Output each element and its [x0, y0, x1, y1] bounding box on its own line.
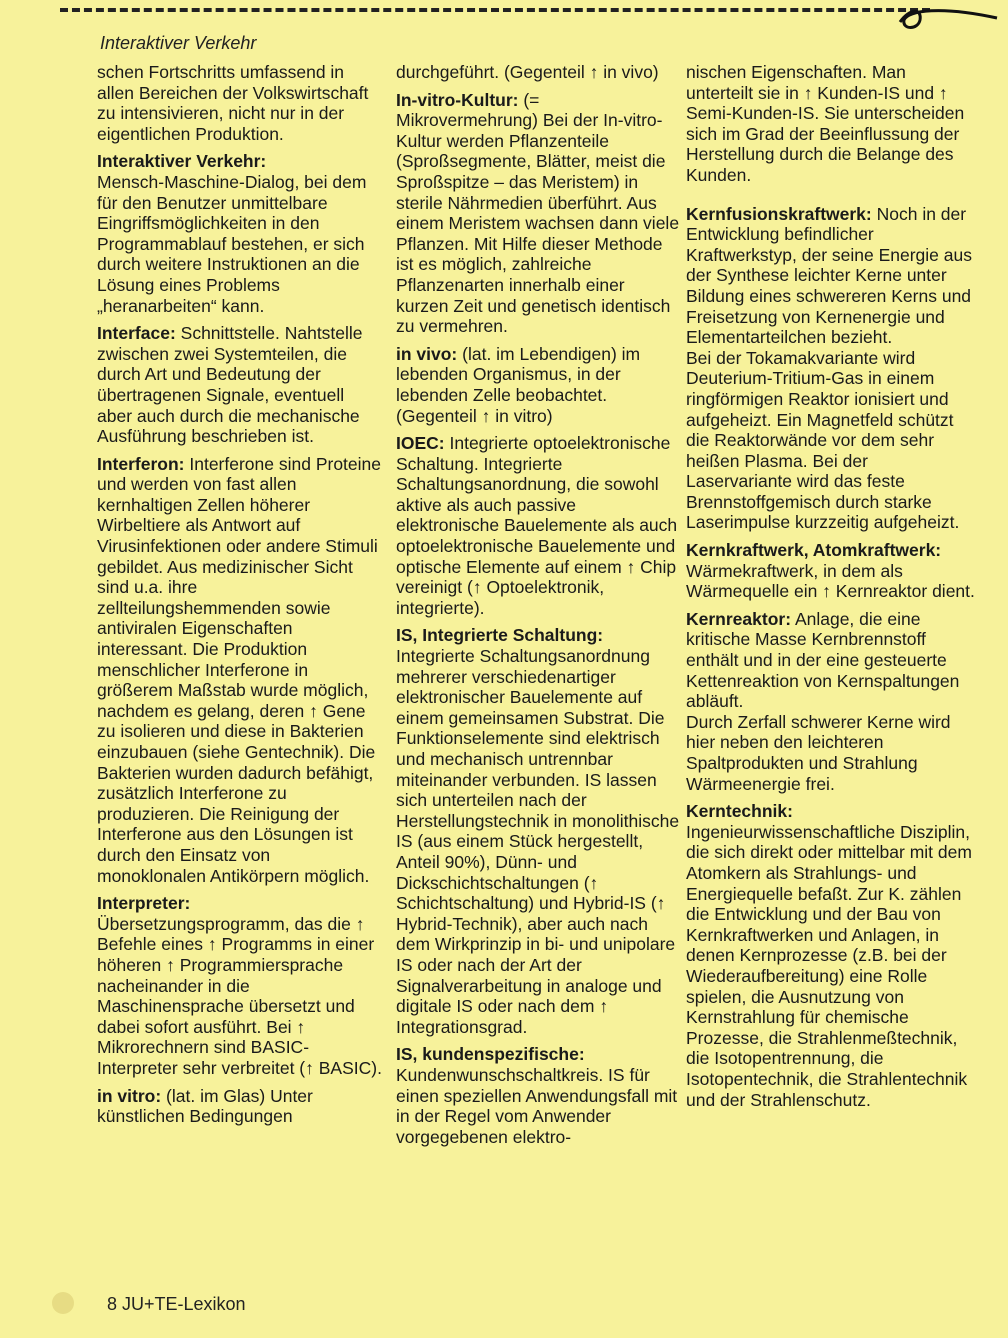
entry-kernkraftwerk	[686, 540, 976, 602]
definition-continued: Bei der Tokamakvariante wird Deuterium-Tritium-Gas in einem ringförmigen Reaktor ionisiert und aufgeheizt. Ein Magnetfeld schützt die Reaktorwände vor dem sehr heißen Plasma. Bei der Laservariante wird das feste Brennstoffgemisch durch starke Laserimpulse kurzzeitig aufgeheizt.	[686, 347, 960, 533]
definition: Integrierte Schaltungsanordnung mehrerer verschiedenartiger elektronischer Bauelemente auf einem gemeinsamen Substrat. Die Funktionselemente sind elektrisch und mechanisch untrennbar miteinander verbunden. IS lassen sich unterteilen nach der Herstellungstechnik in monolithische IS (aus einem Stück hergestellt, Anteil 90%), Dünn- und Dickschichtschaltungen (↑ Schichtschaltung) und Hybrid-IS (↑ Hybrid-Technik), aber auch nach dem Wirkprinzip in bi- und unipolare IS oder nach der Art der Signalverarbeitung in analoge und digitale IS oder nach dem ↑ Integrationsgrad.	[396, 646, 680, 1037]
entry-kerntechnik	[686, 801, 976, 1110]
term: Interaktiver Verkehr:	[97, 151, 267, 172]
entry-kernfusionskraftwerk	[686, 204, 976, 534]
definition: Übersetzungsprogramm, das die ↑ Befehle eines ↑ Programms in einer höheren ↑ Programmiersprache nacheinander in die Maschinensprache übersetzt und dabei sofort ausführt. Bei ↑ Mikrorechnern sind BASIC-Interpreter sehr verbreitet (↑ BASIC).	[97, 913, 382, 1078]
definition-continued: Durch Zerfall schwerer Kerne wird hier neben den leichteren Spaltprodukten und Strahlung Wärmeenergie frei.	[686, 711, 951, 794]
term: Kernreaktor:	[686, 608, 792, 629]
entry-in-vitro	[97, 1086, 382, 1127]
paper-stain	[52, 1292, 74, 1314]
column-1	[97, 62, 382, 1134]
entry-interaktiver-verkehr	[97, 151, 382, 316]
column-1-lead: schen Fortschritts umfassend in allen Bereichen der Volkswirtschaft zu intensivieren, nicht nur in der eigentlichen Produktion.	[97, 62, 369, 144]
pencil-mark	[892, 0, 1002, 40]
definition: Ingenieurwissenschaftliche Disziplin, die sich direkt oder mittelbar mit dem Atomkern als Strahlungs- und Energiequelle befaßt. Zur K. zählen die Entwicklung und der Bau von Kernkraftwerken und Anlagen, in denen Kernprozesse (z.B. bei der Wiederaufbereitung) eine Rolle spielen, die Ausnutzung von Kernstrahlung für chemische Prozesse, die Strahlenmeßtechnik, die Isotopentrennung, die Isotopentechnik, die Strahlentechnik und der Strahlenschutz.	[686, 821, 972, 1110]
entry-interface	[97, 323, 382, 447]
column-2-lead: durchgeführt. (Gegenteil ↑ in vivo)	[396, 62, 659, 82]
column-3	[686, 62, 976, 1117]
term: Kernkraftwerk, Atomkraftwerk:	[686, 540, 942, 561]
definition: Schnittstelle. Nahtstelle zwischen zwei Systemteilen, die durch Art und Bedeutung der übertragenen Signale, eventuell aber auch durch die mechanische Ausführung beschrieben ist.	[97, 323, 363, 447]
entry-kernreaktor	[686, 609, 976, 794]
definition: (lat. im Glas) Unter künstlichen Bedingungen	[97, 1085, 313, 1127]
term: in vivo:	[396, 343, 458, 364]
definition: Integrierte optoelektronische Schaltung. Integrierte Schaltungsanordnung, die sowohl aktive als auch passive elektronische Bauelemente als auch optoelektronische Bauelemente und optische Elemente auf einem ↑ Chip vereinigt (↑ Optoelektronik, integrierte).	[396, 433, 678, 618]
column-2	[396, 62, 681, 1154]
definition: Kundenwunschschaltkreis. IS für einen speziellen Anwendungsfall mit in der Regel vom Anwender vorgegebenen elektro-	[396, 1064, 678, 1147]
definition: Wärmekraftwerk, in dem als Wärmequelle ein ↑ Kernreaktor dient.	[686, 560, 975, 602]
definition: Interferone sind Proteine und werden von fast allen kernhaltigen Zellen höherer Wirbeltiere als Antwort auf Virusinfektionen oder andere Stimuli gebildet. Aus medizinischer Sicht sind u.a. ihre zellteilungshemmenden sowie antiviralen Eigenschaften interessant. Die Produktion menschlicher Interferone in größerem Maßstab wurde möglich, nachdem es gelang, deren ↑ Gene zu isolieren und diese in Bakterien einzubauen (siehe Gentechnik). Die Bakterien wurden dadurch befähigt, zusätzlich Interferone zu produzieren. Die Reinigung der Interferone aus den Lösungen ist durch den Einsatz von monoklonalen Antikörpern möglich.	[97, 453, 382, 886]
definition: (lat. im Lebendigen) im lebenden Organismus, in der lebenden Zelle beobachtet. (Gegenteil ↑ in vitro)	[396, 343, 641, 426]
entry-ioec	[396, 433, 681, 618]
term: in vitro:	[97, 1085, 162, 1106]
definition: Anlage, die eine kritische Masse Kernbrennstoff enthält und in der eine gesteuerte Kettenreaktion von Kernspaltungen abläuft.	[686, 608, 960, 712]
term: IOEC:	[396, 433, 445, 454]
entry-is-integrierte-schaltung	[396, 625, 681, 1037]
running-header: Interaktiver Verkehr	[100, 33, 257, 53]
entry-interferon	[97, 454, 382, 886]
page-top-edge	[60, 8, 930, 12]
definition: Noch in der Entwicklung befindlicher Kraftwerkstyp, der seine Energie aus der Synthese leichter Kerne unter Bildung eines schwereren Kerns und Freisetzung von Kernenergie und Elementarteilchen bezieht.	[686, 203, 972, 348]
entry-interpreter	[97, 893, 382, 1078]
column-3-lead: nischen Eigenschaften. Man unterteilt sie in ↑ Kunden-IS und ↑ Semi-Kunden-IS. Sie unterscheiden sich im Grad der Beeinflussung der Herstellung durch die Belange des Kunden.	[686, 62, 965, 185]
term: IS, kundenspezifische:	[396, 1044, 585, 1065]
term: Interpreter:	[97, 893, 191, 914]
term: IS, Integrierte Schaltung:	[396, 625, 604, 646]
entry-in-vivo	[396, 344, 681, 426]
term: Kerntechnik:	[686, 801, 793, 822]
term: Interface:	[97, 323, 176, 344]
entry-is-kundenspezifische	[396, 1044, 681, 1147]
term: Kernfusionskraftwerk:	[686, 203, 872, 224]
term: In-vitro-Kultur:	[396, 89, 519, 110]
page-footer: 8 JU+TE-Lexikon	[107, 1294, 246, 1314]
entry-in-vitro-kultur	[396, 90, 681, 337]
term: Interferon:	[97, 453, 185, 474]
definition: Mensch-Maschine-Dialog, bei dem für den Benutzer unmittelbare Eingriffsmöglichkeiten in den Programmablauf bestehen, er sich durch weitere Instruktionen an die Lösung eines Problems „heranarbeiten“ kann.	[97, 171, 367, 316]
definition: (= Mikrovermehrung) Bei der In-vitro-Kultur werden Pflanzenteile (Sproßsegmente, Blätter, meist die Sproßspitze – das Meristem) in sterile Nährmedien überführt. Aus einem Meristem wachsen dann viele Pflanzen. Mit Hilfe dieser Methode ist es möglich, zahlreiche Pflanzenarten innerhalb einer kurzen Zeit und genetisch identisch zu vermehren.	[396, 89, 680, 337]
